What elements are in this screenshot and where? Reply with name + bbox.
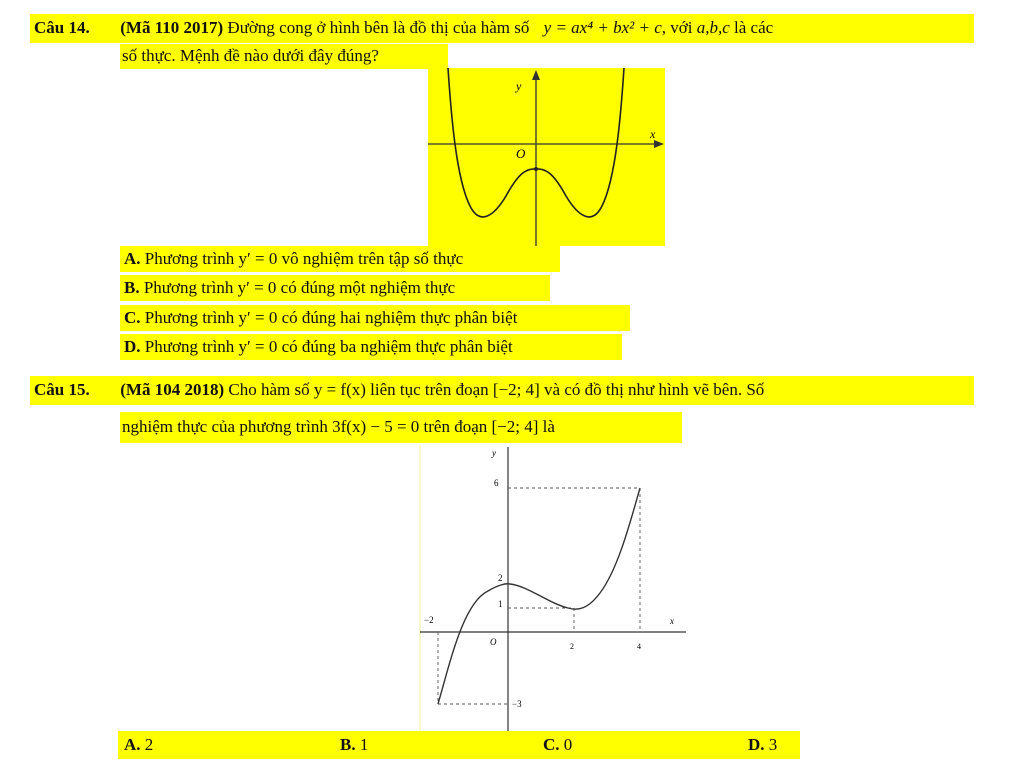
q14-number: Câu 14. [34, 18, 90, 37]
q14-graph-bg [428, 68, 665, 246]
q14-formula: y = ax⁴ + bx² + c [543, 18, 662, 37]
q14-text3: là các [734, 18, 774, 37]
q14-option-a-letter: A. [124, 249, 141, 268]
q15-answer-c-value: 0 [563, 735, 573, 754]
q15-answer-c-letter: C. [543, 735, 560, 754]
q15-answers-highlight [118, 731, 800, 759]
q14-vars: a,b,c [696, 18, 730, 37]
q15-answer-b-letter: B. [340, 735, 356, 754]
q14-curve-peak [534, 167, 538, 171]
q15-answer-d-value: 3 [768, 735, 778, 754]
q15-line2: nghiệm thực của phương trình 3f(x) − 5 = 0 trên đoạn [−2; 4] là [122, 417, 555, 436]
q14-text2: , với [661, 18, 693, 37]
q14-origin-label: O [516, 146, 526, 161]
q15-y-label: y [492, 448, 496, 458]
q15-tick-y1: 1 [498, 599, 503, 609]
q15-graph [418, 443, 688, 733]
q14-option-d-letter: D. [124, 337, 141, 356]
q14-option-a [124, 249, 463, 269]
q14-option-c [124, 308, 517, 328]
q15-tick-xm2: −2 [424, 615, 434, 625]
q15-answer-a-value: 2 [144, 735, 154, 754]
q14-line1 [34, 18, 773, 38]
q14-option-b [124, 278, 455, 298]
q15-tick-ym3: −3 [512, 699, 522, 709]
q15-answer-d-letter: D. [748, 735, 765, 754]
q15-answer-d [748, 735, 777, 755]
q15-number: Câu 15. [34, 380, 90, 399]
q14-line2: số thực. Mệnh đề nào dưới đây đúng? [122, 46, 379, 65]
q14-option-b-text: Phương trình y′ = 0 có đúng một nghiệm thực [143, 278, 456, 297]
q15-x-label: x [670, 616, 674, 626]
q14-option-c-letter: C. [124, 308, 141, 327]
q14-option-b-letter: B. [124, 278, 140, 297]
q14-option-c-text: Phương trình y′ = 0 có đúng hai nghiệm thực phân biệt [144, 308, 518, 327]
q15-source: (Mã 104 2018) [120, 380, 225, 399]
q15-tick-y6: 6 [494, 478, 499, 488]
q15-text1: Cho hàm số y = f(x) liên tục trên đoạn [−2; 4] và có đồ thị như hình vẽ bên. Số [228, 380, 765, 399]
q14-option-a-text: Phương trình y′ = 0 vô nghiệm trên tập số thực [144, 249, 464, 268]
q15-line1 [34, 380, 764, 400]
q15-curve [438, 488, 640, 704]
q14-x-label: x [650, 127, 656, 141]
q15-answer-b [340, 735, 368, 755]
q14-option-d [124, 337, 513, 357]
q15-answer-c [543, 735, 572, 755]
q14-graph [428, 68, 665, 246]
q15-tick-x4: 4 [637, 642, 641, 651]
q15-origin-label: O [490, 637, 497, 647]
q15-tick-y2: 2 [498, 573, 503, 583]
q15-answer-a-letter: A. [124, 735, 141, 754]
q14-text1: Đường cong ở hình bên là đồ thị của hàm số [227, 18, 530, 37]
q15-tick-x2: 2 [570, 642, 574, 651]
q14-option-d-text: Phương trình y′ = 0 có đúng ba nghiệm thực phân biệt [144, 337, 513, 356]
q15-answer-a [124, 735, 153, 755]
q14-source: (Mã 110 2017) [120, 18, 224, 37]
q15-answer-b-value: 1 [359, 735, 369, 754]
q14-y-label: y [516, 79, 522, 93]
